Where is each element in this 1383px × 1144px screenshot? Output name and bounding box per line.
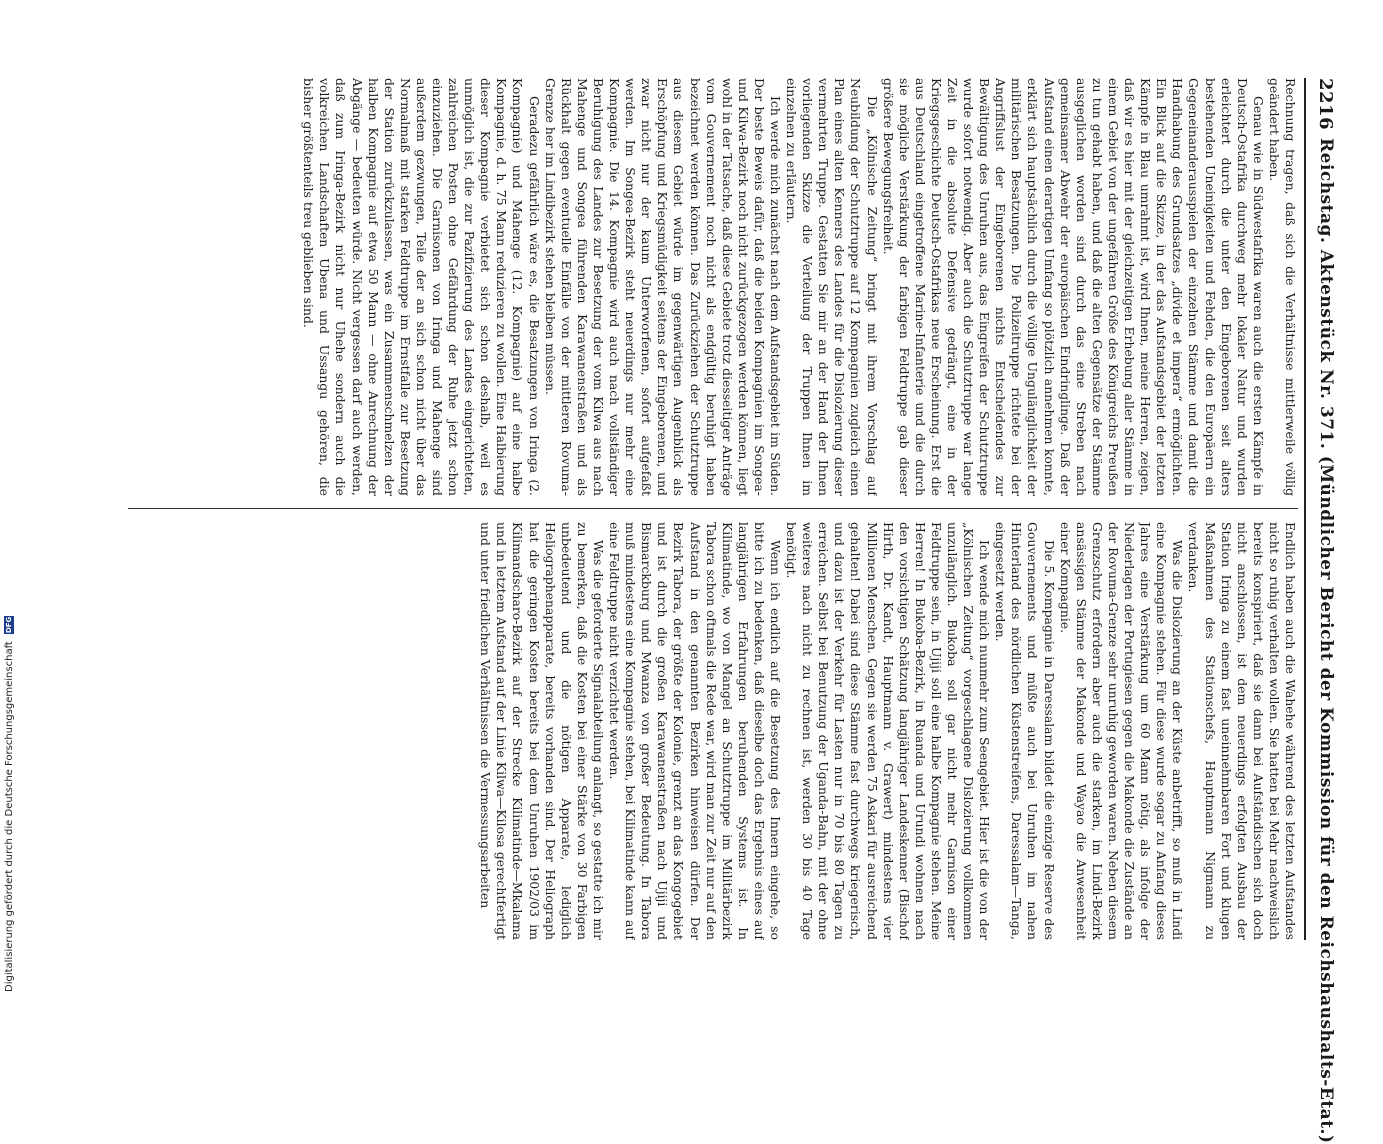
right-column <box>118 522 1298 940</box>
digitization-credit <box>4 572 15 992</box>
paragraph: Was die geforderte Signalabteilung anlangt, so gestatte ich mir zu bemerken, daß die Kosten bei einer Stärke von 30 Farbigen unbedeutend und die nötigen Apparate, lediglich Heliographenapparate, bereits vorhanden sind. Der Heliograph hat die geringen Kosten bereits bei dem Unruhen 1902/03 im Kilimandscharo-Bezirk auf der Strecke Kilimatinde—Mkalama und in letztem Aufstand auf der Linie Kilwa—Kilosa gerechtfertigt und unter friedlichen Verhältnissen die Vermessungsarbeiten <box>478 522 606 940</box>
credit-text: Digitalisierung gefördert durch die Deutsche Forschungsgemeinschaft <box>4 641 15 992</box>
page-number: 2216 <box>1315 78 1336 131</box>
paragraph: Endlich haben auch die Wahehe während des letzten Aufstandes nicht so ruhig verhalten wollen. Sie hatten bei Mehr nachweislich bereits konspiriert, daß sie dann bei Aufständischen sich doch nicht anschlossen, ist dem neuerdings erfolgten Ausbau der Station Iringa zu einem fast uneinnehmbaren Fort und klugen Maßnahmen des Stationschefs, Hauptmann Nigmann zu verdanken. <box>1186 522 1298 940</box>
paragraph: Die „Kölnische Zeitung“ bringt mit ihrem Vorschlag auf Neubildung der Schutztruppe auf 12 Kompagnien zugleich einen Plan eines alten Kenners des Landes für die Dislozierung dieser vermehrten Truppe. Gestatten Sie mir an der Hand der Ihnen vorliegenden Skizze die Verteilung der Truppen Ihnen im einzelnen zu erläutern. <box>784 78 880 496</box>
paragraph: Ich werde mich zunächst nach dem Aufstandsgebiet im Süden. Der beste Beweis dafür, daß die beiden Kompagnien im Songea- und Kilwa-Bezirk noch nicht zurückgezogen werden können, liegt wohl in der Tatsache, daß diese Gebiete trotz diesseitiger Anträge vom Gouvernement noch nicht als endgültig beruhigt haben bezeichnet werden können. Das Zurückziehen der Schutztruppe aus diesem Gebiet würde im gegenwärtigen Augenblick als Erschöpfung und Kriegsmüdigkeit seitens der Eingeborenen, und zwar nicht nur der kaum Unterworfenen, sofort aufgefaßt werden. Im Songea-Bezirk steht neuerdings nur mehr eine Kompagnie. Die 14. Kompagnie wird auch nach vollständiger Beruhigung des Landes zur Besetzung der vom Kilwa aus nach Mahenge und Songea führenden Karawanenstraßen und als Rückhalt gegen eventuelle Einfälle von der mittleren Rovuma-Grenze her im Lindibezirk stehen bleiben müssen. <box>542 78 783 496</box>
paragraph: Die 5. Kompagnie in Daressalam bildet die einzige Reserve des Gouvernements und müßte auch bei Unruhen im nahen Hinterland des nördlichen Küstenstreifens, Daressalam—Tanga, eingesetzt werden. <box>993 522 1057 940</box>
running-title: Reichstag. Aktenstück Nr. 371. (Mündlicher Bericht der Kommission für den Reichshaushalts-Etat.) <box>1316 138 1336 1144</box>
dfg-logo-icon: DFG <box>5 616 13 634</box>
paragraph: Wenn ich endlich auf die Besetzung des Innern eingehe, so bitte ich zu bedenken, daß dieselbe doch das Ergebnis eines auf langjährigen Erfahrungen beruhenden Systems ist. In Kilimatinde, wo von Mangel an Schutztruppe im Militärbezirk Tabora schon oftmals die Rede war, wird man zur Zeit nur auf den Aufstand in den genannten Bezirken hinweisen dürfen. Der Bezirk Tabora, der größte der Kolonie, grenzt an das Kongogebiet und ist durch die großen Karawanenstraßen nach Ujiji und Bismarckburg und Mwanza von großer Bedeutung. In Tabora muß mindestens eine Kompagnie stehen, bei Kilimatinde kann auf eine Feldtruppe nicht verzichtet werden. <box>607 522 783 940</box>
paragraph: Rechnung tragen, daß sich die Verhältnisse mittlerweile völlig geändert haben. <box>1266 78 1298 496</box>
paragraph: Was die Dislozierung an der Küste anbetrifft, so muß in Lindi eine Kompagnie stehen. Für diese wurde sogar zu Anfang dieses Jahres eine Verstärkung um 60 Mann nötig, als infolge der Niederlagen der Portugiesen gegen die Makonde die Zustände an der Rovuma-Grenze sehr unruhig geworden waren. Neben diesem Grenzschutz erfordern aber auch die starken, im Lindi-Bezirk ansässigen Stämme der Makonde und Wayao die Anwesenheit einer Kompagnie. <box>1057 522 1186 940</box>
rotated-document-page <box>100 78 1340 1144</box>
left-column <box>118 78 1298 496</box>
page-header <box>1310 78 1340 1144</box>
paragraph: Ich wende mich nunmehr zum Seengebiet. Hier ist die von der „Kölnischen Zeitung“ vorgeschlagene Dislozierung vollkommen unzulänglich. Bukoba soll gar nicht mehr Garnison einer Feldtruppe sein, in Ujiji soll eine halbe Kompagnie stehen. Meine Herren! In Bukoba-Bezirk, in Ruanda und Urundi wohnen nach den vorsichtigen Schätzung langjähriger Landeskenner (Bischof Hirth, Dr. Kandt, Hauptmann v. Grawert) mindestens vier Millionen Menschen. Gegen sie werden 75 Askari für ausreichend gehalten! Dabei sind diese Stämme fast durchwegs kriegerisch, und dazu ist der Verkehr für Lasten nur in 70 bis 80 Tagen zu erreichen. Selbst bei Benutzung der Uganda-Bahn, mit der ohne weiteres nach nicht zu rechnen ist, werden 30 bis 40 Tage benötigt. <box>784 522 993 940</box>
paragraph: Genau wie in Südwestafrika waren auch die ersten Kämpfe in Deutsch-Ostafrika durchweg mehr lokaler Natur und wurden erleichtert durch die unter den Eingeborenen seit alters bestehenden Uneinigkeiten und Fehden, die den Europäern ein Gegeneinanderausspielen der einzelnen Stämme und damit die Handhabung des Grundsatzes „divide et impera“ ermöglichten. Ein Blick auf die Skizze, in der das Aufstandsgebiet der letzten Kämpfe in Blau umrahmt ist, wird Ihnen, meine Herren, zeigen, daß wir es hier mit der gleichzeitigen Erhebung aller Stämme in einem Gebiet von der ungefähren Größe des Königreichs Preußen zu tun gehabt haben, und daß die alten Gegensätze der Stämme ausgeglichen worden sind durch das eine Streben nach gemeinsamer Abwehr der europäischen Eindringlinge. Daß der Aufstand einen derartigen Umfang so plötzlich annehmen konnte, erklärt sich hauptsächlich durch die völlige Ungulänglichkeit der militärischen Besatzungen. Die Polizeitruppe richtete bei der Angriffslust der Eingeborenen nichts Entscheidendes zur Bewältigung des Unruhen aus, das Eingreifen der Schutztruppe wurde sofort notwendig. Aber auch die Schutztruppe war lange Zeit in die absolute Defensive gedrängt, eine in der Kriegsgeschichte Deutsch-Ostafrikas neue Erscheinung. Erst die aus Deutschland eingetroffene Marine-Infanterie und die durch sie mögliche Verstärkung der farbigen Feldtruppe gab dieser größere Bewegungsfreiheit. <box>880 78 1266 496</box>
header-rule <box>1304 78 1306 940</box>
column-divider <box>128 508 1298 509</box>
paragraph: Geradezu gefährlich wäre es, die Besatzungen von Iringa (2. Kompagnie) und Mahenge (12. Kompagnie) auf eine halbe Kompagnie, d. h. 75 Mann reduzieren zu wollen. Eine Halbierung dieser Kompagnie verbietet sich schon deshalb, weil es unmöglich ist, die zur Pazifizierung des Landes eingerichteten, zahlreichen Posten ohne Gefährdung der Ruhe jetzt schon einzuziehen. Die Garnisonen von Iringa und Mahenge sind außerdem gezwungen, Teile der an sich schon nicht über das Normalmaß mit starken Feldtruppe im Ernstfalle zur Besetzung der Station zurückzulassen, was ein Zusammenschmelzen der halben Kompagnie auf etwa 50 Mann — ohne Anrechnung der Abgänge — bedeuten würde. Nicht vergessen darf auch werden, daß zum Iringa-Bezirk nicht nur Uhehe sondern auch die volkreichen Landschaften Ubena und Ussangu gehören, die bisher größtenteils treu geblieben sind. <box>301 78 542 496</box>
